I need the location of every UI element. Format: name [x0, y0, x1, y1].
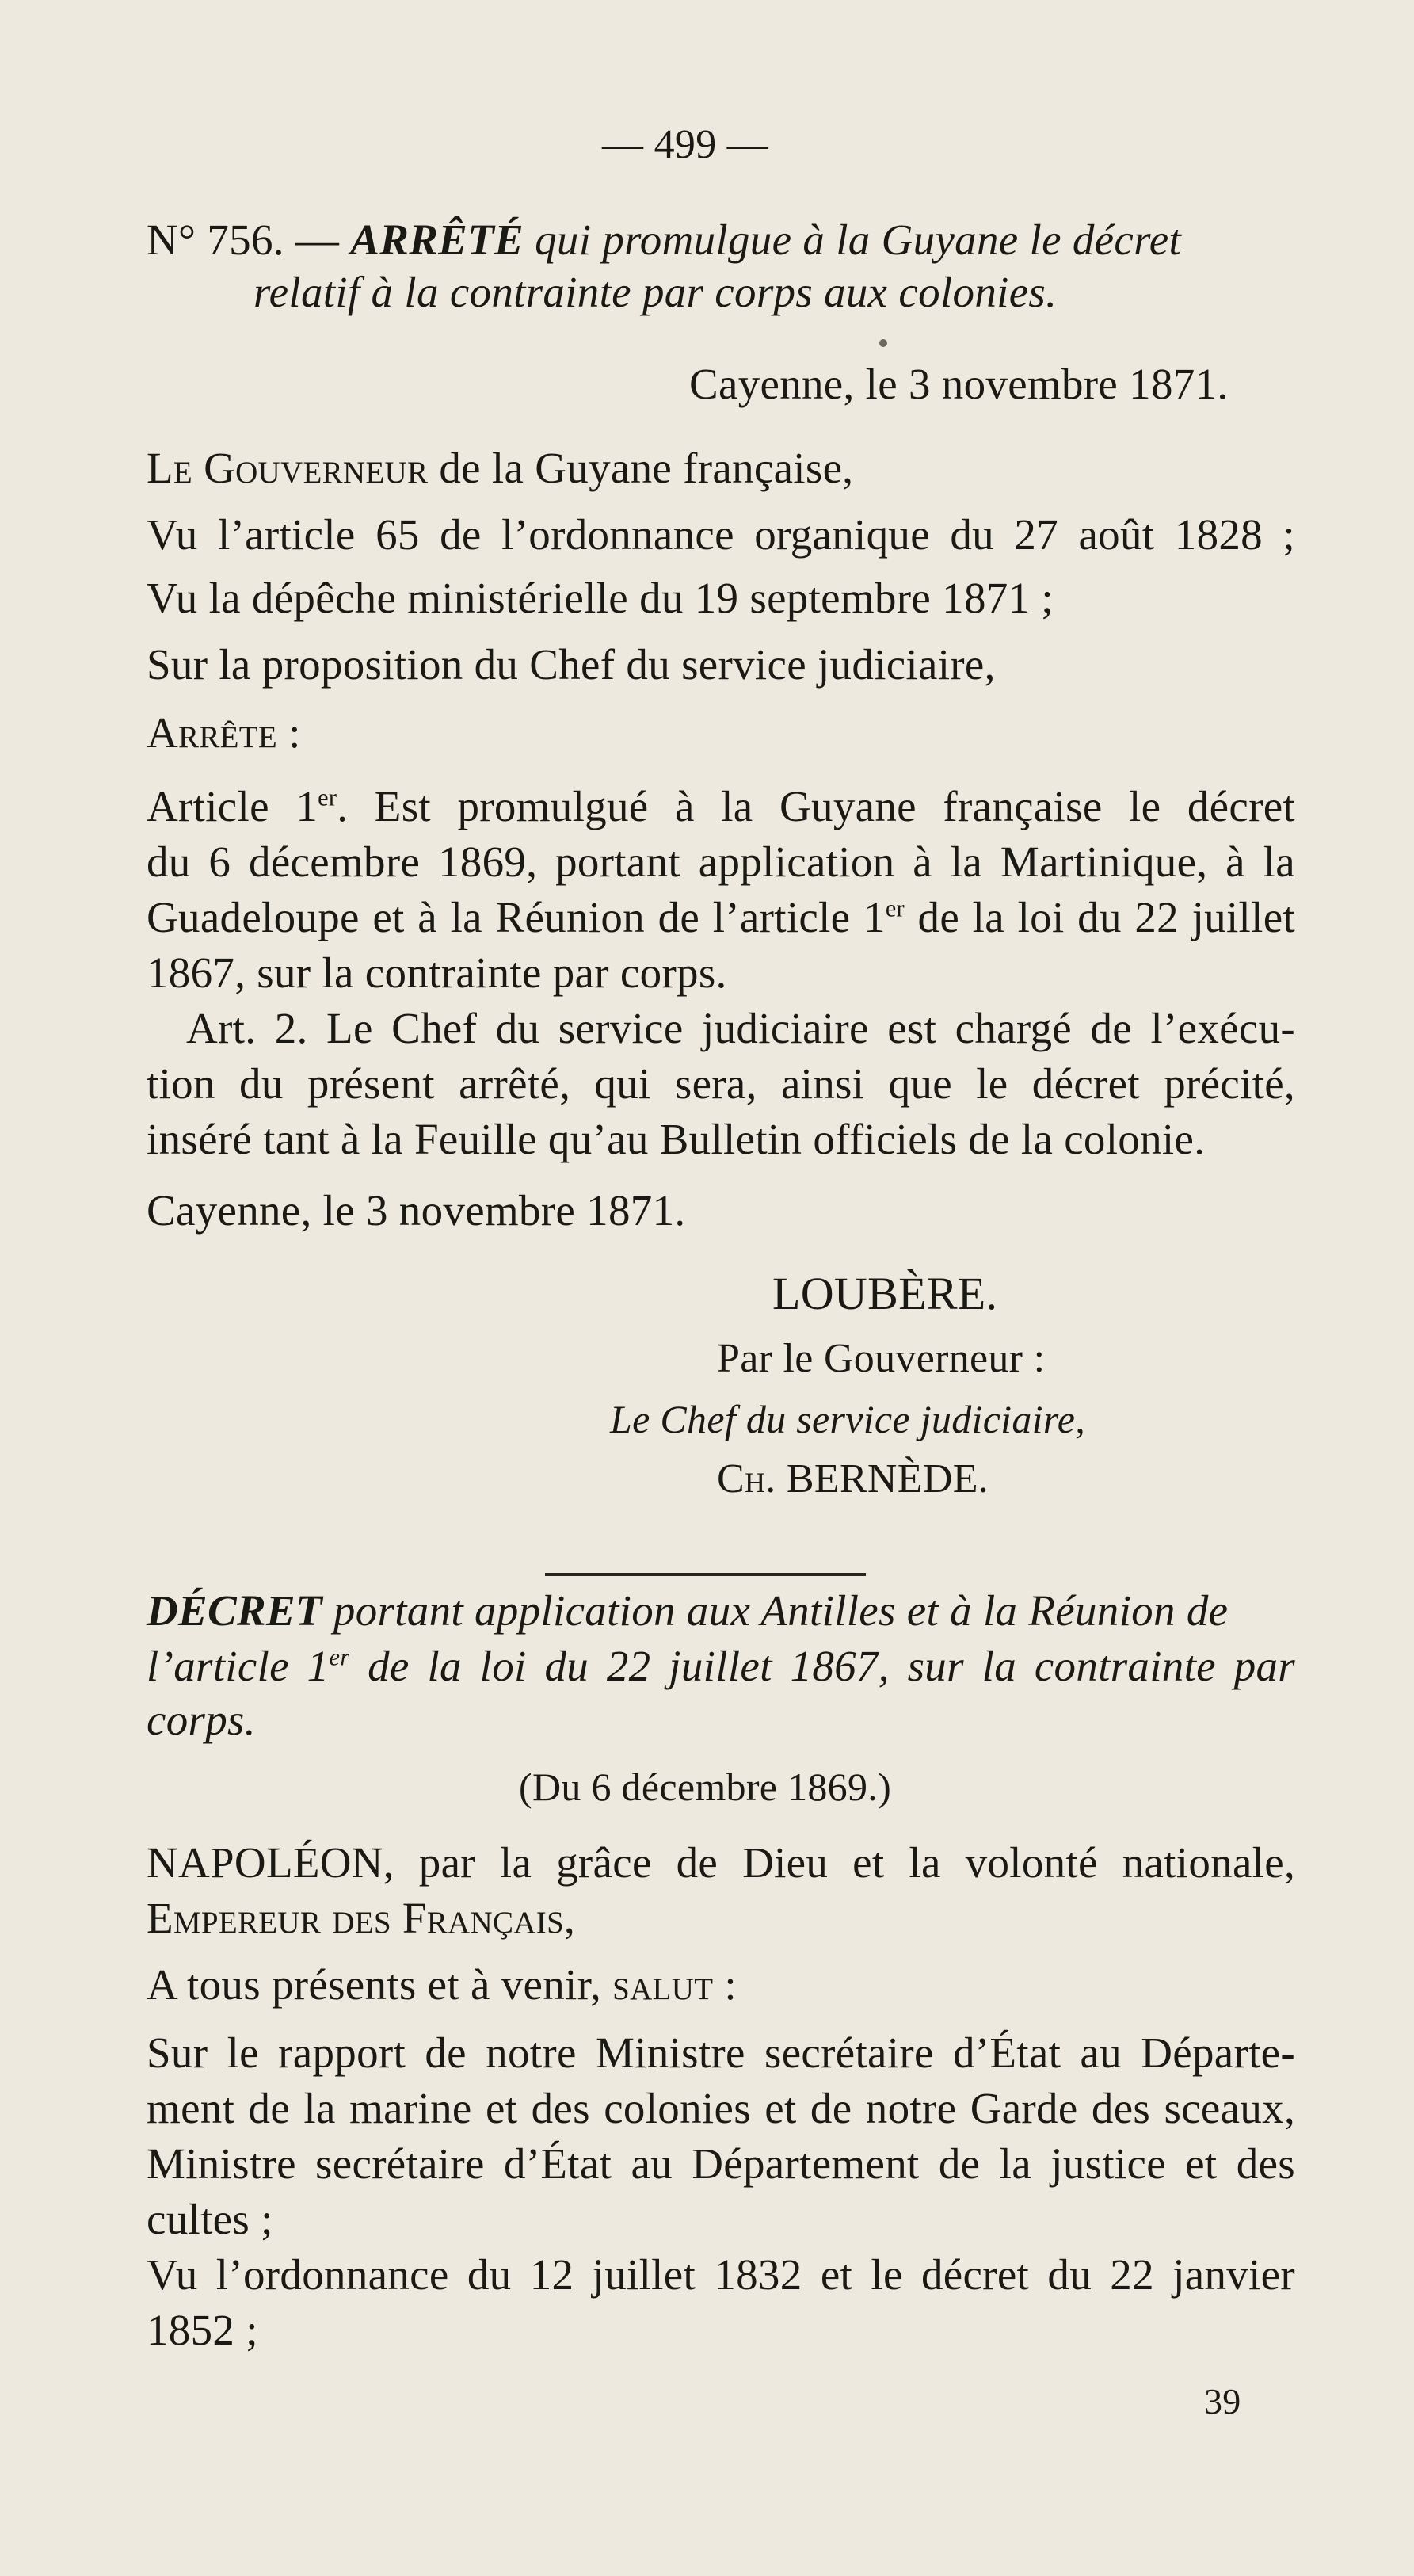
salut: salut :	[612, 1960, 737, 2009]
signature-bernede	[717, 1453, 989, 1506]
article2-line1: Art. 2. Le Chef du service judiciaire est chargé de l’exécu-	[186, 1004, 1295, 1052]
vu-depeche: Vu la dépêche ministérielle du 19 septembre 1871 ;	[147, 574, 1054, 622]
arrete-heading-line1	[147, 214, 1287, 266]
empereur-line: Empereur des Français,	[147, 1894, 576, 1942]
ink-speck	[879, 339, 887, 347]
page-header: — 499 —	[602, 122, 769, 167]
decret-heading-line2	[147, 1640, 1295, 1693]
decret-l2-a: l’article 1	[147, 1642, 330, 1690]
article1-line3-a: Guadeloupe et à la Réunion de l’article 1	[147, 893, 886, 941]
chef-du-service: Le Chef du service judiciaire,	[610, 1397, 1086, 1441]
rapport-line2: ment de la marine et des colonies et de notre Garde des sceaux,	[147, 2084, 1295, 2132]
article1-line3	[147, 891, 1295, 944]
article1-text: . Est promulgué à la Guyane française le décret	[337, 782, 1295, 830]
bernede-name: BERNÈDE.	[776, 1456, 989, 1502]
napoleon-line: NAPOLÉON, par la grâce de Dieu et la volonté nationale,	[147, 1838, 1295, 1887]
rapport-line4: cultes ;	[147, 2195, 273, 2243]
arrete-number: N° 756. —	[147, 216, 351, 264]
vu-ordonnance-1832-cont: 1852 ;	[147, 2306, 258, 2354]
article1-sup: er	[318, 784, 337, 811]
sur-proposition: Sur la proposition du Chef du service judiciaire,	[147, 640, 996, 689]
decret-date: (Du 6 décembre 1869.)	[519, 1765, 892, 1809]
article2-line3: inséré tant à la Feuille qu’au Bulletin officiels de la colonie.	[147, 1115, 1206, 1163]
article1-line3-sup: er	[885, 895, 905, 922]
decret-title-rest: portant application aux Antilles et à la Réunion de	[322, 1586, 1229, 1635]
decret-heading-line1	[147, 1585, 1295, 1637]
decret-heading-line3: corps.	[147, 1696, 256, 1744]
tous-text: A tous présents et à venir,	[147, 1960, 613, 2009]
arrete-word: Arrête :	[147, 708, 301, 757]
article1-line1	[147, 780, 1295, 833]
gouverneur-title: Le Gouverneur	[147, 444, 429, 492]
decret-l2-sup: er	[329, 1643, 350, 1671]
section-divider	[545, 1573, 866, 1576]
closing-date: Cayenne, le 3 novembre 1871.	[147, 1186, 686, 1235]
article1-line3-b: de la loi du 22 juillet	[904, 893, 1295, 941]
arrete-title-word: ARRÊTÉ	[350, 216, 524, 264]
arrete-place-date: Cayenne, le 3 novembre 1871.	[689, 360, 1229, 408]
par-le-gouverneur: Par le Gouverneur :	[717, 1336, 1046, 1381]
vu-ordonnance: Vu l’article 65 de l’ordonnance organique du 27 août 1828 ;	[147, 510, 1295, 559]
article1-label: Article 1	[147, 782, 318, 830]
article2-line2: tion du présent arrêté, qui sera, ainsi que le décret précité,	[147, 1059, 1295, 1108]
vu-ordonnance-1832: Vu l’ordonnance du 12 juillet 1832 et le décret du 22 janvier	[147, 2250, 1295, 2299]
decret-title-word: DÉCRET	[147, 1586, 322, 1635]
gouverneur-rest: de la Guyane française,	[428, 444, 854, 492]
signature-mark: 39	[1204, 2381, 1241, 2421]
tous-presents	[147, 1959, 737, 2011]
rapport-line1: Sur le rapport de notre Ministre secrétaire d’État au Départe-	[147, 2028, 1295, 2077]
rapport-line3: Ministre secrétaire d’État au Département de la justice et des	[147, 2139, 1295, 2188]
arrete-title-rest: qui promulgue à la Guyane le décret	[524, 216, 1182, 264]
article1-line2: du 6 décembre 1869, portant application à la Martinique, à la	[147, 838, 1295, 886]
ch-abbrev: Ch.	[717, 1456, 776, 1502]
decret-l2-b: de la loi du 22 juillet 1867, sur la contrainte par	[349, 1642, 1296, 1690]
article1-line4: 1867, sur la contrainte par corps.	[147, 948, 727, 997]
gouverneur-line	[147, 442, 853, 494]
signature-loubere: LOUBÈRE.	[772, 1268, 998, 1319]
arrete-heading-line2: relatif à la contrainte par corps aux colonies.	[253, 268, 1058, 316]
